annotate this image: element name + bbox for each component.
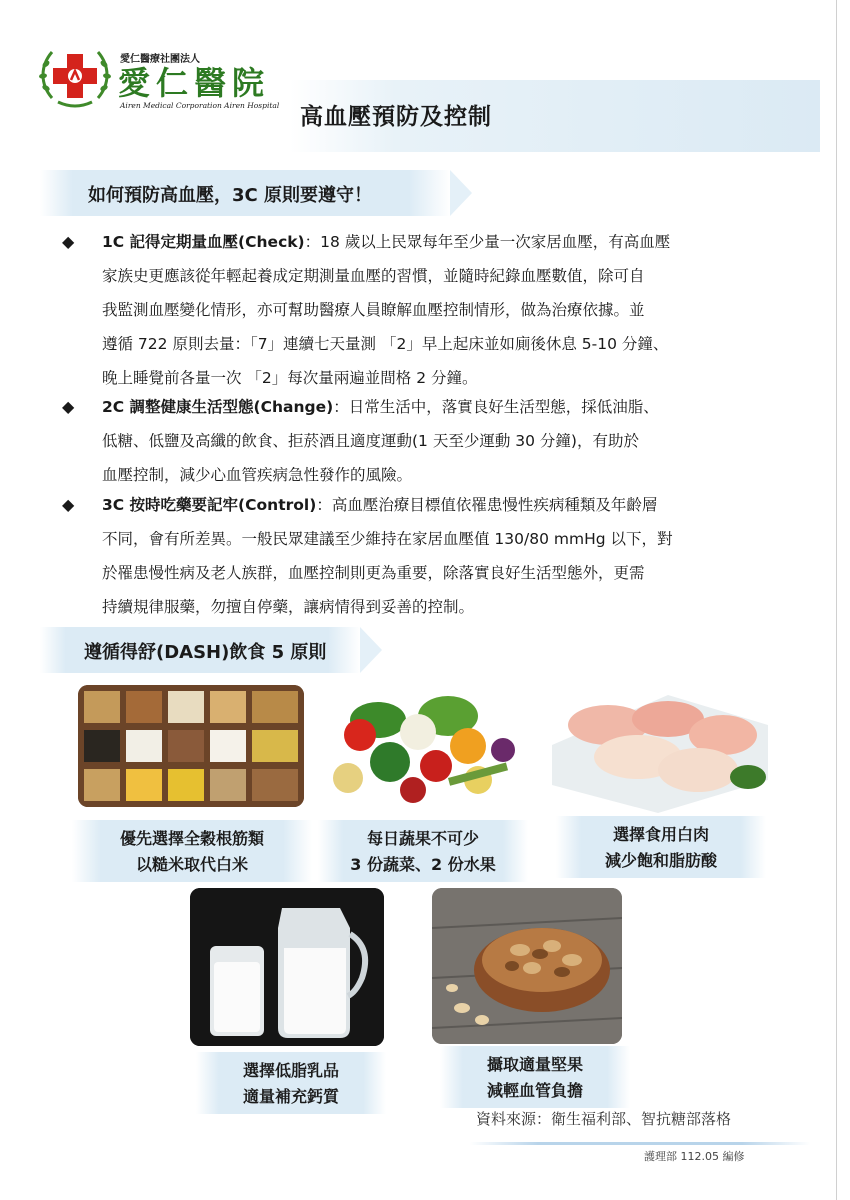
diamond-bullet-icon: ◆: [62, 495, 75, 514]
caption-vegetables: [318, 820, 528, 882]
diamond-bullet-icon: ◆: [62, 232, 75, 251]
bullet-3c-line: 於罹患慢性病及老人族群，血壓控制則更為重要，除落實良好生活型態外，更需: [102, 564, 645, 582]
caption-vegetables-line1: 每日蔬果不可少: [366, 829, 479, 848]
caption-vegetables-line2: 3 份蔬菜、2 份水果: [350, 855, 496, 874]
bullet-3c-line: ：高血壓治療目標值依罹患慢性疾病種類及年齡層: [316, 496, 658, 514]
nuts-image: [432, 888, 622, 1044]
caption-nuts-line1: 攝取適量堅果: [486, 1055, 583, 1074]
bullet-1c-line: 晚上睡覺前各量一次 「2」每次量兩遍並間格 2 分鐘。: [102, 369, 478, 387]
caption-white-meat-line1: 選擇食用白肉: [612, 825, 709, 844]
caption-milk-line2: 適量補充鈣質: [242, 1087, 339, 1106]
bullet-1c-line: ：18 歲以上民眾每年至少量一次家居血壓，有高血壓: [304, 233, 671, 251]
caption-nuts: [440, 1046, 630, 1108]
section2-heading: 遵循得舒(DASH)飲食 5 原則: [84, 642, 327, 663]
caption-milk: [196, 1052, 386, 1114]
bullet-3c-lead: 3C 按時吃藥要記牢(Control): [102, 496, 317, 514]
page-edge-line: [836, 0, 837, 1200]
org-name-text: 愛仁醫院: [118, 64, 271, 102]
bullet-1c-line: 遵循 722 原則去量：「7」連續七天量測 「2」早上起床並如廁後休息 5-10 分鐘、: [102, 335, 669, 353]
footer-revision: 護理部 112.05 編修: [644, 1150, 745, 1163]
bullet-3c-line: 不同，會有所差異。一般民眾建議至少維持在家居血壓值 130/80 mmHg 以下，對: [102, 530, 673, 548]
bullet-1c-line: 家族史更應該從年輕起養成定期測量血壓的習慣，並隨時紀錄血壓數值，除可自: [102, 267, 645, 285]
milk-image: [190, 888, 384, 1046]
bullet-2c-line: 血壓控制，減少心血管疾病急性發作的風險。: [102, 466, 413, 484]
page-title: 高血壓預防及控制: [300, 104, 492, 130]
bullet-2c: [62, 390, 792, 495]
bullet-1c: [62, 225, 792, 400]
hospital-logo: [38, 44, 298, 114]
bullet-1c-lead: 1C 記得定期量血壓(Check): [102, 233, 305, 251]
caption-milk-line1: 選擇低脂乳品: [242, 1061, 339, 1080]
white-meat-image: [548, 685, 770, 813]
caption-grains: [72, 820, 312, 882]
bullet-3c: [62, 488, 792, 628]
caption-nuts-line2: 減輕血管負擔: [486, 1081, 583, 1100]
bullet-2c-line: 低糖、低鹽及高纖的飲食、拒菸酒且適度運動(1 天至少運動 30 分鐘)，有助於: [102, 432, 639, 450]
vegetables-image: [318, 690, 523, 810]
bullet-2c-line: ：日常生活中，落實良好生活型態，採低油脂、: [333, 398, 659, 416]
caption-white-meat: [556, 816, 766, 878]
bullet-3c-line: 持續規律服藥，勿擅自停藥，讓病情得到妥善的控制。: [102, 598, 475, 616]
caption-grains-line1: 優先選擇全穀根筋類: [119, 829, 264, 848]
org-english-text: Airen Medical Corporation Airen Hospital: [120, 101, 280, 110]
bullet-2c-lead: 2C 調整健康生活型態(Change): [102, 398, 334, 416]
caption-white-meat-line2: 減少飽和脂肪酸: [604, 851, 717, 870]
diamond-bullet-icon: ◆: [62, 397, 75, 416]
grains-image: [78, 685, 304, 807]
bullet-1c-line: 我監測血壓變化情形，亦可幫助醫療人員瞭解血壓控制情形，做為治療依據。並: [102, 301, 645, 319]
source-divider: [470, 1142, 810, 1145]
section1-heading: 如何預防高血壓，3C 原則要遵守！: [88, 185, 372, 206]
source-note: 資料來源：衛生福利部、智抗糖部落格: [476, 1110, 732, 1128]
org-small-text: 愛仁醫療社團法人: [120, 54, 200, 65]
caption-grains-line2: 以糙米取代白米: [135, 855, 248, 874]
